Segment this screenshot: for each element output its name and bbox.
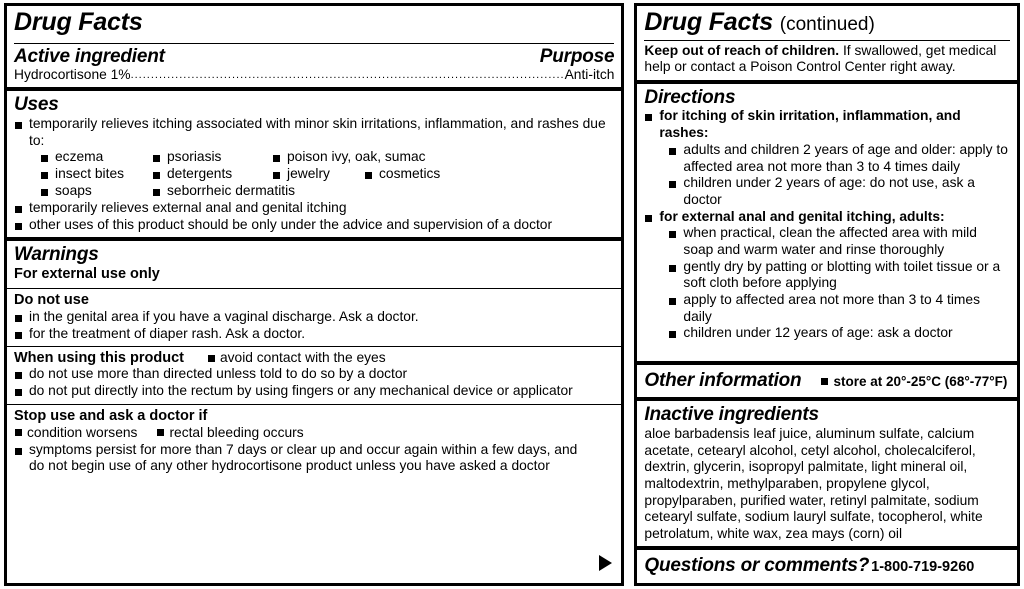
inactive-ingredients-heading: Inactive ingredients (644, 404, 819, 426)
directions-heading: Directions (644, 86, 736, 108)
keep-out-of-reach (644, 43, 1010, 76)
bullet-icon (157, 429, 164, 436)
directions-group-2 (644, 209, 1010, 226)
active-ingredient-heading: Active ingredient (14, 45, 165, 67)
stop-use-inline-item-1: condition worsens (27, 425, 138, 441)
directions-group-1-items (668, 142, 1010, 209)
do-not-use-heading: Do not use (14, 291, 89, 308)
when-using-list (14, 366, 614, 399)
list-item: adults and children 2 years of age and older: apply to affected area not more than 3 to 4 times daily (668, 142, 1010, 175)
list-item: for the treatment of diaper rash. Ask a doctor. (14, 326, 614, 343)
questions-heading: Questions or comments? (644, 555, 870, 577)
uses-subgrid-row (40, 183, 614, 200)
page-title-text: Drug Facts (644, 8, 774, 36)
stop-use-heading: Stop use and ask a doctor if (14, 407, 208, 424)
page-title: Drug Facts (14, 8, 143, 36)
when-using-headrow (14, 350, 614, 366)
list-item: for external anal and genital itching, adults: (644, 209, 1010, 226)
other-information-row (644, 370, 1010, 392)
uses-bullet-list-2 (14, 200, 614, 233)
other-information-item (821, 374, 1007, 389)
active-ingredient-value: Hydrocortisone 1% (14, 67, 131, 83)
list-item: insect bites (40, 166, 152, 183)
uses-subgrid-row (40, 149, 614, 166)
directions-section (637, 80, 1017, 346)
questions-row (644, 555, 1010, 577)
list-item: soaps (40, 183, 152, 200)
list-item: gently dry by patting or blotting with toilet tissue or a soft cloth before applying (668, 259, 1010, 292)
list-item: detergents (152, 166, 272, 183)
when-using-section (7, 346, 621, 403)
questions-phone: 1-800-719-9260 (871, 559, 975, 576)
warnings-heading: Warnings (14, 244, 99, 266)
list-item: temporarily relieves itching associated with minor skin irritations, inflammation, and rashes due to: (14, 116, 614, 149)
active-ingredient-headrow (14, 46, 614, 68)
list-item: children under 12 years of age: ask a doctor (668, 325, 1010, 342)
when-using-heading: When using this product (14, 350, 184, 367)
list-item: poison ivy, oak, sumac (272, 149, 426, 166)
left-panel-spacer (7, 479, 621, 583)
list-item: for itching of skin irritation, inflammation, and rashes: (644, 108, 1010, 141)
questions-section (637, 546, 1017, 583)
bullet-icon (15, 429, 22, 436)
other-information-section (637, 361, 1017, 398)
do-not-use-list (14, 309, 614, 342)
other-information-heading: Other information (644, 369, 802, 391)
uses-section (7, 87, 621, 237)
purpose-value: Anti-itch (564, 67, 615, 83)
bullet-icon (821, 378, 828, 385)
directions-group-1 (644, 108, 1010, 141)
inactive-ingredients-text: aloe barbadensis leaf juice, aluminum sulfate, calcium acetate, cetearyl alcohol, cetyl alcohol, cholecalciferol, dextrin, glycerin, isopropyl palmitate, light mineral oil, maltodextrin, methylparaben, propylene glycol, propylparaben, purified water, retinyl palmitate, sodium cetearyl sulfate, sodium lauryl sulfate, tocopherol, white petrolatum, white wax, zea mays (corn) oil (644, 426, 983, 541)
dotted-leader: ........................................................................................................... (130, 69, 565, 82)
list-item: in the genital area if you have a vaginal discharge. Ask a doctor. (14, 309, 614, 326)
left-title-block (7, 6, 621, 41)
continued-label: (continued) (779, 14, 875, 35)
uses-subgrid-row (40, 166, 614, 183)
warnings-section (7, 237, 621, 287)
storage-text: store at 20°-25°C (68°-77°F) (833, 373, 1008, 389)
stop-use-list (14, 442, 614, 475)
when-using-inline-item: avoid contact with the eyes (219, 350, 386, 366)
list-item: psoriasis (152, 149, 272, 166)
list-item: temporarily relieves external anal and genital itching (14, 200, 614, 217)
continuation-arrow-icon (599, 555, 612, 571)
list-item: eczema (40, 149, 152, 166)
uses-heading: Uses (14, 94, 59, 116)
drug-facts-panel-right (634, 3, 1020, 586)
list-item: apply to affected area not more than 3 to 4 times daily (668, 292, 1010, 325)
list-item: do not use more than directed unless told to do so by a doctor (14, 366, 614, 383)
active-ingredient-section (7, 41, 621, 88)
page-title-continued (644, 9, 1010, 37)
list-item: cosmetics (364, 166, 440, 183)
stop-use-inline-row (14, 425, 614, 442)
divider (14, 43, 614, 44)
stop-use-section (7, 404, 621, 479)
keep-out-lead: Keep out of reach of children. (644, 42, 840, 58)
list-item: children under 2 years of age: do not use, ask a doctor (668, 175, 1010, 208)
list-item: jewelry (272, 166, 364, 183)
do-not-use-section (7, 288, 621, 347)
stop-use-inline-item-2: rectal bleeding occurs (169, 425, 304, 441)
list-item: seborrheic dermatitis (152, 183, 295, 200)
keep-out-rest: If swallowed, get medical help or contact a Poison Control Center right away. (644, 42, 997, 75)
list-item: when practical, clean the affected area with mild soap and warm water and rinse thoroughly (668, 225, 1010, 258)
right-title-block (637, 6, 1017, 80)
purpose-heading: Purpose (539, 45, 615, 67)
divider (644, 40, 1010, 41)
right-panel-spacer (637, 346, 1017, 361)
uses-subgrid (40, 149, 614, 199)
list-item: do not put directly into the rectum by using fingers or any mechanical device or applicator (14, 383, 614, 400)
uses-bullet-list (14, 116, 614, 149)
external-use-only: For external use only (14, 266, 160, 283)
list-item: other uses of this product should be only under the advice and supervision of a doctor (14, 217, 614, 234)
active-ingredient-row (14, 67, 614, 83)
bullet-icon (208, 355, 215, 362)
drug-facts-panel-left (4, 3, 624, 586)
directions-group-2-items (668, 225, 1010, 342)
list-item: symptoms persist for more than 7 days or clear up and occur again within a few days, and do not begin use of any other hydrocortisone product unless you have asked a doctor (14, 442, 614, 475)
inactive-ingredients-section (637, 397, 1017, 546)
